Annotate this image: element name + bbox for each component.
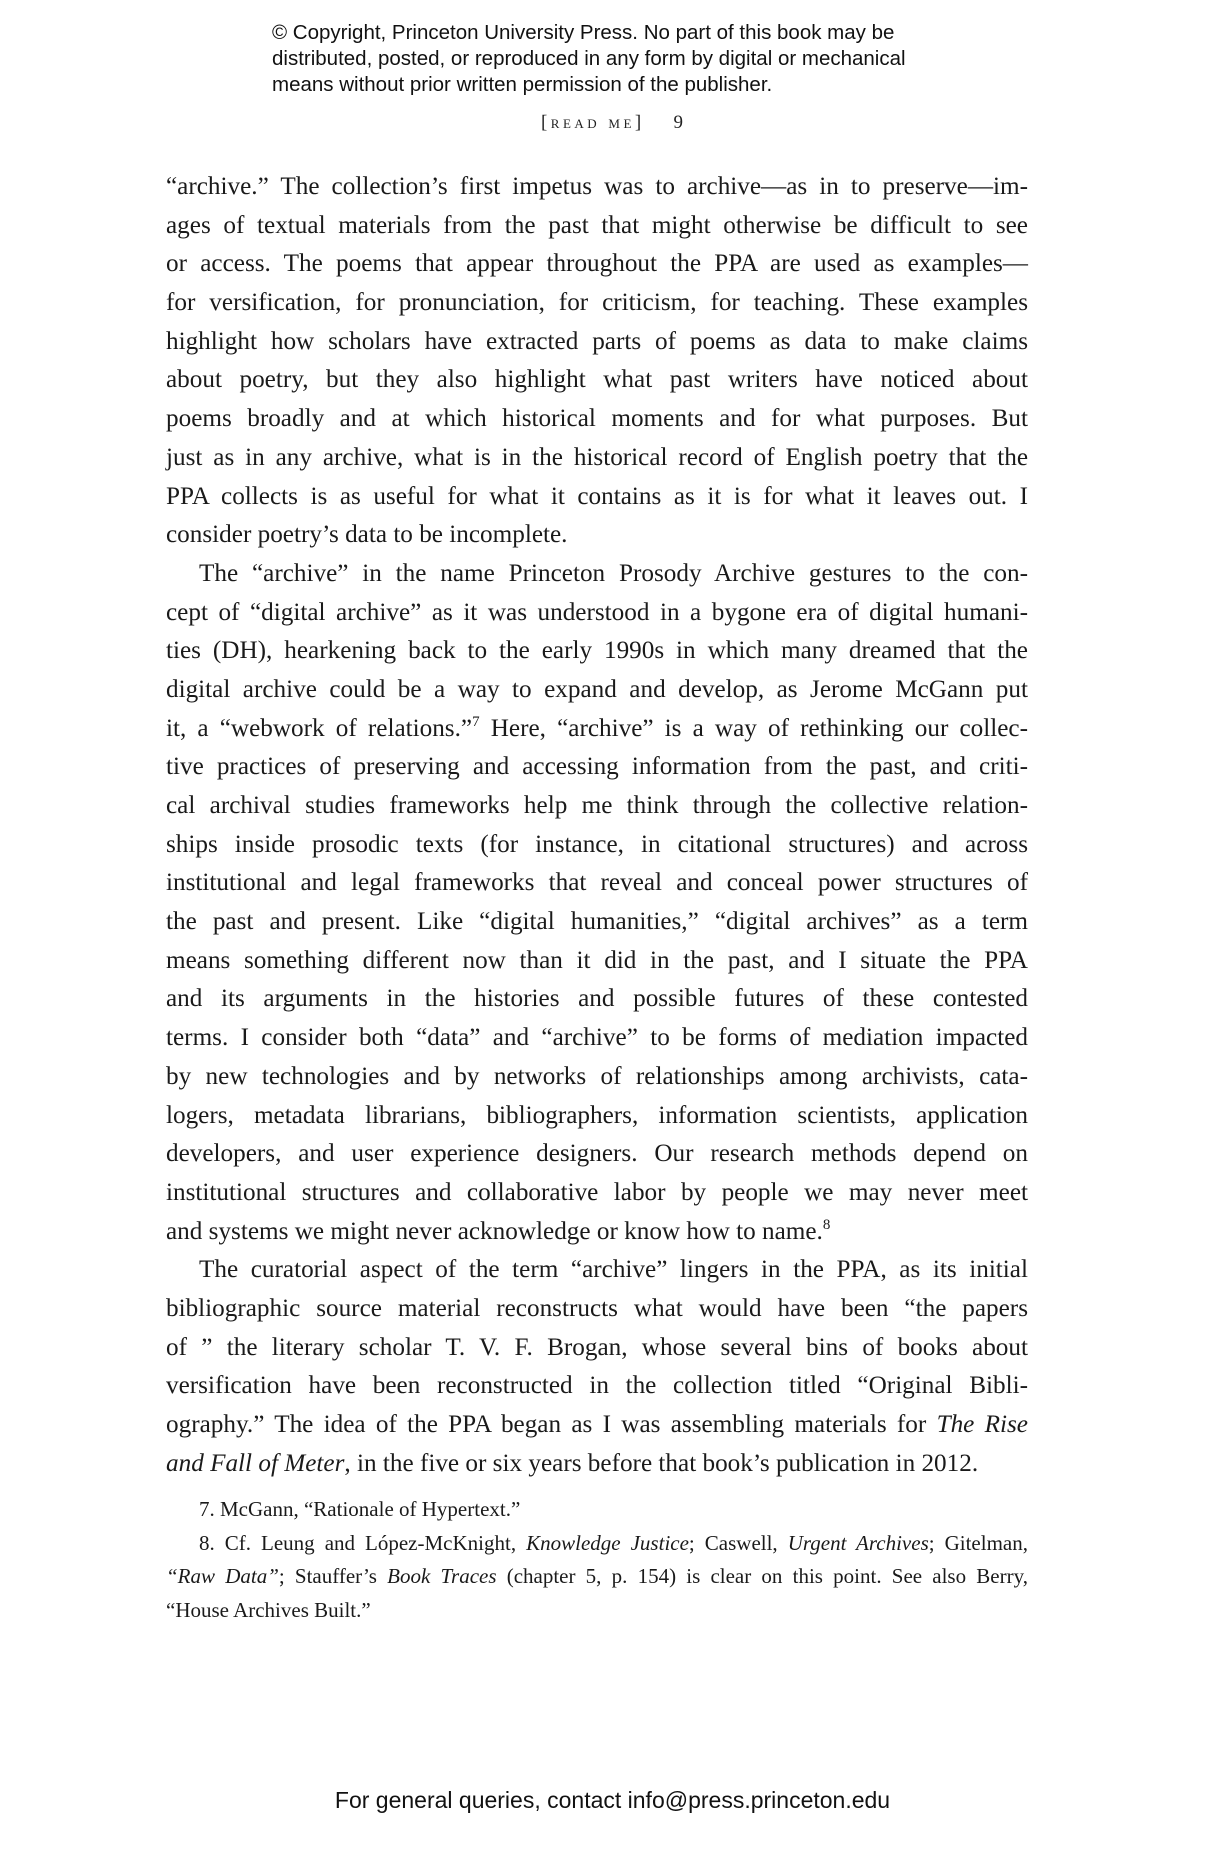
note-title: “Raw Data” [166, 1564, 279, 1588]
copyright-line: distributed, posted, or reproduced in any form by digital or mechanical [272, 47, 906, 70]
body-line: by new technologies and by networks of relationships among archivists, cata- [166, 1062, 1028, 1090]
note-title: Knowledge Justice [526, 1530, 689, 1555]
body-line: institutional and legal frameworks that reveal and conceal power structures of [166, 869, 1028, 897]
book-title: The Rise [936, 1411, 1028, 1438]
body-line: logers, metadata librarians, bibliographers, information scientists, application [166, 1101, 1028, 1129]
body-line [166, 1406, 1028, 1445]
body-line: PPA collects is as useful for what it contains as it is for what it leaves out. I [166, 482, 1028, 510]
line-text: it, a “webwork of relations.” [166, 714, 473, 742]
footnote-8-end: “House Archives Built.” [166, 1597, 371, 1622]
line-text: , in the five or six years before that book’s publication in 2012. [344, 1449, 979, 1477]
footer-contact: For general queries, contact info@press.princeton.edu [334, 1787, 891, 1813]
note-title: Urgent Archives [787, 1530, 929, 1555]
note-text: ; Stauffer’s [278, 1564, 388, 1588]
body-line: The curatorial aspect of the term “archive” lingers in the PPA, as its initial [199, 1256, 1028, 1284]
body-line: The “archive” in the name Princeton Prosody Archive gestures to the con- [199, 559, 1028, 587]
copyright-line: © Copyright, Princeton University Press. No part of this book may be [272, 21, 895, 44]
body-line: developers, and user experience designers. Our research methods depend on [166, 1140, 1028, 1168]
body-line: institutional structures and collaborative labor by people we may never meet [166, 1178, 1028, 1206]
body-line [166, 1213, 1028, 1252]
book-title: and Fall of Meter [166, 1449, 345, 1477]
body-line: terms. I consider both “data” and “archive” to be forms of mediation impacted [166, 1024, 1028, 1052]
note-text: ; Caswell, [688, 1530, 788, 1555]
body-line: ages of textual materials from the past that might otherwise be difficult to see [166, 211, 1028, 239]
footnote-8-cont [166, 1560, 1028, 1594]
body-line: means something different now than it did in the past, and I situate the PPA [166, 946, 1028, 974]
line-text: ography.” The idea of the PPA began as I was assembling materials for [166, 1411, 937, 1438]
body-line: of ” the literary scholar T. V. F. Brogan, whose several bins of books about [166, 1333, 1028, 1361]
body-line: just as in any archive, what is in the historical record of English poetry that the [166, 443, 1028, 471]
note-text: ; Gitelman, [928, 1530, 1028, 1555]
note-text: 8. Cf. Leung and López-McKnight, [199, 1530, 527, 1555]
body-line [166, 710, 1028, 749]
body-text [166, 168, 1028, 1483]
note-text: (chapter 5, p. 154) is clear on this point. See also Berry, [496, 1564, 1028, 1588]
body-line: the past and present. Like “digital humanities,” “digital archives” as a term [166, 908, 1028, 936]
body-line: “archive.” The collection’s first impetus was to archive—as in to preserve—im- [166, 173, 1028, 200]
body-line: poems broadly and at which historical moments and for what purposes. But [166, 405, 1028, 433]
note-title: Book Traces [387, 1564, 497, 1588]
body-line: versification have been reconstructed in the collection titled “Original Bibli- [166, 1372, 1028, 1400]
page-number: 9 [673, 112, 685, 133]
running-head-title: [read me] [540, 112, 645, 133]
body-line: for versification, for pronunciation, for criticism, for teaching. These examples [166, 289, 1028, 317]
footnote-ref: 8 [822, 1216, 831, 1233]
copyright-notice [272, 20, 1032, 98]
copyright-line: means without prior written permission of the publisher. [272, 73, 773, 96]
line-text: Here, “archive” is a way of rethinking our collec- [479, 714, 1028, 742]
body-line [166, 1445, 1028, 1484]
body-line: ships inside prosodic texts (for instance, in citational structures) and across [166, 830, 1028, 858]
body-line: consider poetry’s data to be incomplete. [166, 521, 568, 549]
body-line: highlight how scholars have extracted parts of poems as data to make claims [166, 327, 1028, 355]
body-line: cept of “digital archive” as it was understood in a bygone era of digital humani- [166, 598, 1028, 626]
body-line: bibliographic source material reconstructs what would have been “the papers [166, 1294, 1028, 1322]
body-line: and its arguments in the histories and possible futures of these contested [166, 985, 1028, 1013]
footnote-7: 7. McGann, “Rationale of Hypertext.” [199, 1497, 521, 1521]
line-text: and systems we might never acknowledge or know how to name. [166, 1217, 823, 1245]
footnote-8 [166, 1527, 1028, 1561]
body-line: digital archive could be a way to expand and develop, as Jerome McGann put [166, 675, 1028, 703]
body-line: ties (DH), hearkening back to the early 1990s in which many dreamed that the [166, 637, 1028, 665]
footnote-ref: 7 [472, 713, 480, 730]
footnotes [166, 1493, 1028, 1627]
running-head [0, 112, 1225, 134]
body-line: cal archival studies frameworks help me think through the collective relation- [166, 792, 1028, 819]
body-line: about poetry, but they also highlight what past writers have noticed about [166, 366, 1028, 394]
body-line: tive practices of preserving and accessing information from the past, and criti- [166, 753, 1028, 781]
body-line: or access. The poems that appear throughout the PPA are used as examples— [166, 250, 1028, 278]
